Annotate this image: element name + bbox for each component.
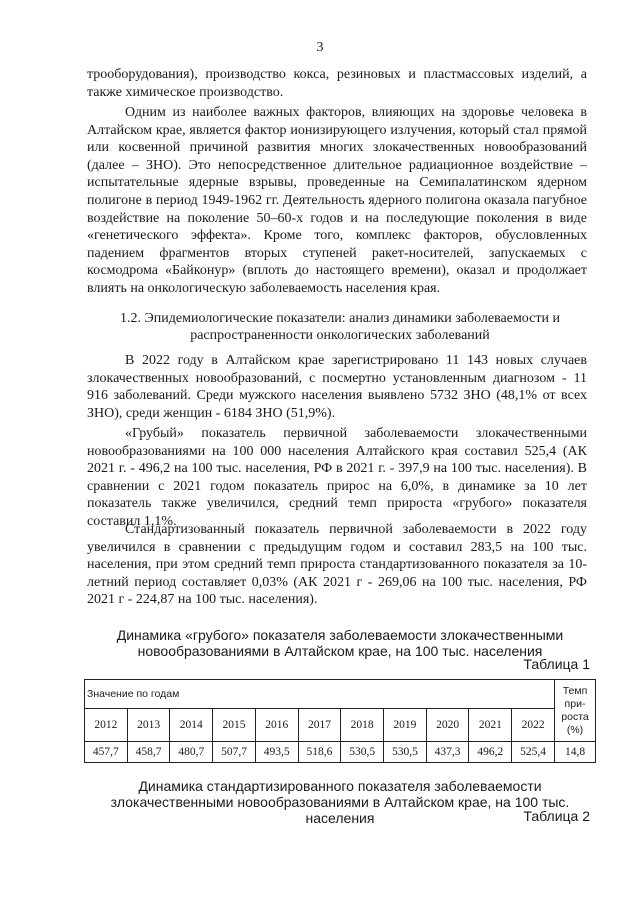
year-cell: 2012 [85, 709, 128, 742]
paragraph: трооборудования), производство кокса, резиновых и пластмассовых изделий, а также химическое производство. [87, 67, 587, 100]
year-cell: 2017 [298, 709, 341, 742]
value-cell: 518,6 [298, 742, 341, 763]
value-cell: 525,4 [512, 742, 555, 763]
value-cell: 493,5 [255, 742, 298, 763]
paragraph: В 2022 году в Алтайском крае зарегистрировано 11 143 новых случаев злокачественных новообразований, с посмертно установленным диагнозом - 11 916 заболеваний. Среди мужского населения выявлено 5732 ЗНО (48,1% от всех ЗНО), среди женщин - 6184 ЗНО (51,9%). [87, 353, 587, 421]
paragraph: Одним из наиболее важных факторов, влияющих на здоровье человека в Алтайском крае, является фактор ионизирующего излучения, который стал прямой или косвенной причиной развития многих злокачественных новообразований (далее – ЗНО). Это непосредственное длительное радиационное воздействие – испытательные ядерные взрывы, проведенные на Семипалатинском ядерном полигоне в период 1949-1962 гг. Деятельность ядерного полигона оказала пагубное воздействие на поколение 50–60-х годов и на последующие поколения в виде «генетического эффекта». Кроме того, комплекс факторов, обусловленных падением фрагментов вторых ступеней ракет-носителей, запускаемых с космодрома «Байконур» (вплоть до настоящего времени), оказал и продолжает влиять на онкологическую заболеваемость населения края. [87, 105, 587, 296]
table-caption: Динамика «грубого» показателя заболеваемости злокачественными новообразованиями в Алтайском крае, на 100 тыс. населения [116, 627, 564, 659]
year-cell: 2016 [255, 709, 298, 742]
value-cell: 480,7 [170, 742, 213, 763]
value-cell: 496,2 [469, 742, 512, 763]
group-header: Значение по годам [85, 680, 555, 709]
year-cell: 2020 [426, 709, 469, 742]
section-heading: 1.2. Эпидемиологические показатели: анализ динамики заболеваемости и распространенности онкологических заболеваний [120, 311, 560, 343]
year-cell: 2019 [384, 709, 427, 742]
page-number: 3 [316, 40, 324, 55]
year-cell: 2018 [341, 709, 384, 742]
year-cell: 2014 [170, 709, 213, 742]
year-cell: 2022 [512, 709, 555, 742]
year-cell: 2015 [213, 709, 256, 742]
year-cell: 2013 [127, 709, 170, 742]
value-cell: 457,7 [85, 742, 128, 763]
year-cell: 2021 [469, 709, 512, 742]
paragraph: Стандартизованный показатель первичной заболеваемости в 2022 году увеличился в сравнении с предыдущим годом и составил 283,5 на 100 тыс. населения, при этом средний темп прироста стандартизованного показателя за 10-летний период составляет 0,03% (АК 2021 г - 269,06 на 100 тыс. населения, РФ 2021 г - 224,87 на 100 тыс. населения). [87, 522, 587, 608]
table-label: Таблица 1 [523, 656, 590, 672]
year-row [85, 709, 596, 742]
value-cell: 530,5 [341, 742, 384, 763]
value-cell: 437,3 [426, 742, 469, 763]
value-cell: 530,5 [384, 742, 427, 763]
growth-header: Темп при-роста (%) [555, 680, 596, 742]
value-cell: 458,7 [127, 742, 170, 763]
paragraph: «Грубый» показатель первичной заболеваемости злокачественными новообразованиями на 100 000 населения Алтайского края составил 525,4 (АК 2021 г. - 496,2 на 100 тыс. населения, РФ в 2021 г. - 397,9 на 100 тыс. населения). В сравнении с 2021 годом показатель прирос на 6,0%, в динамике за 10 лет показатель также увеличился, средний темп прироста «грубого» показателя составил 1,1%. [87, 426, 587, 529]
value-cell: 507,7 [213, 742, 256, 763]
table-label: Таблица 2 [523, 808, 590, 824]
growth-value-cell: 14,8 [555, 742, 596, 763]
table-caption: Динамика стандартизированного показателя заболеваемости злокачественными новообразованиями в Алтайском крае, на 100 тыс. населения [110, 778, 570, 826]
value-row [85, 742, 596, 763]
data-table [84, 679, 596, 763]
